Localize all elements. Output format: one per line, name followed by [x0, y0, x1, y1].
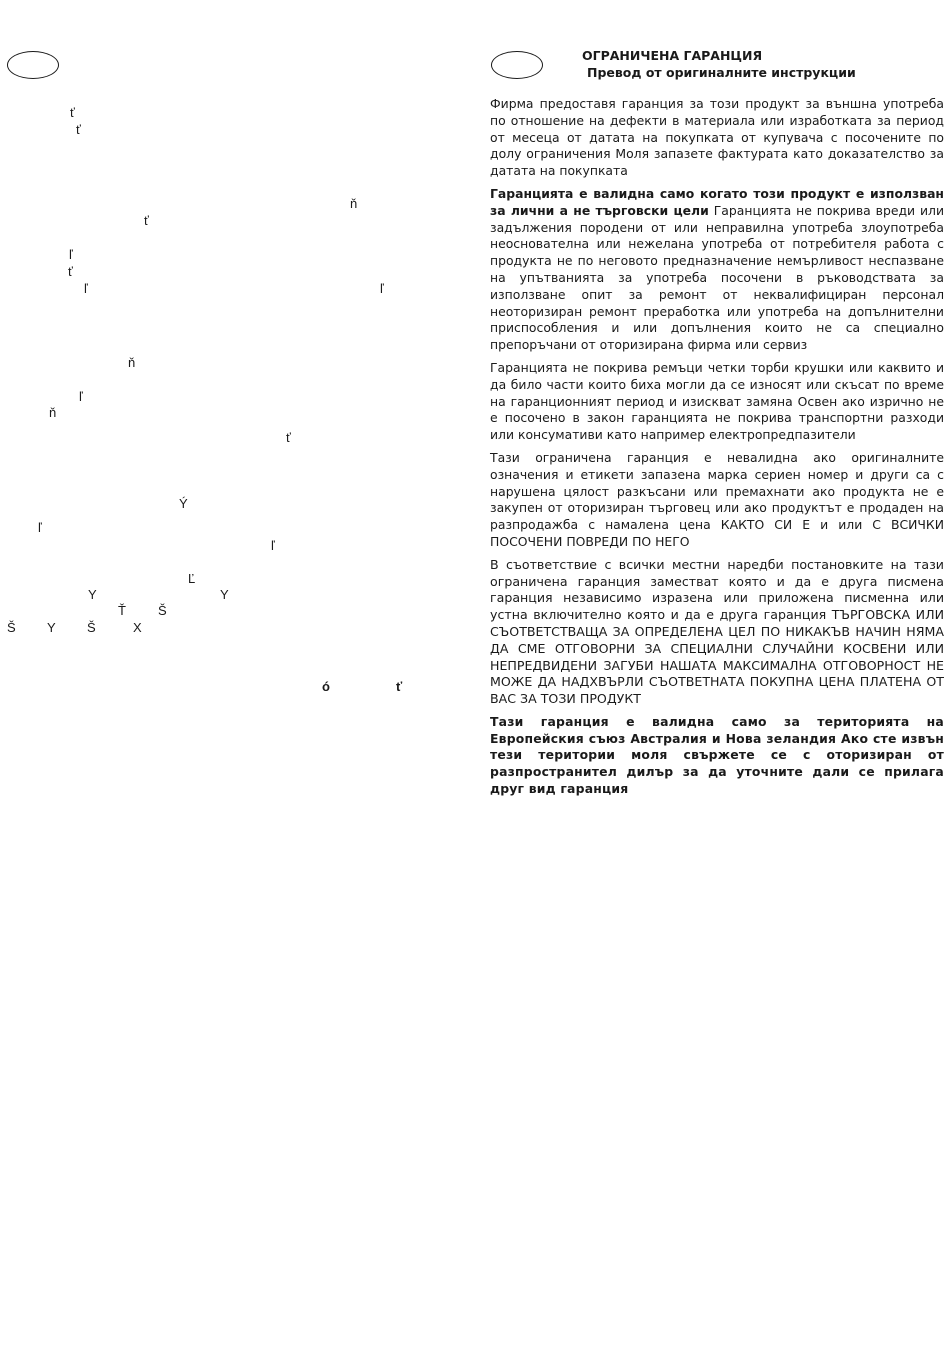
left-glyph: ť	[144, 213, 149, 228]
language-badge-left	[7, 51, 59, 79]
left-glyph: ť	[396, 679, 403, 694]
left-glyph: Š	[7, 620, 16, 635]
left-glyph: ť	[286, 430, 291, 445]
left-glyph: ľ	[38, 520, 42, 535]
page-title: ОГРАНИЧЕНА ГАРАНЦИЯ	[582, 48, 763, 63]
left-glyph: ľ	[84, 281, 88, 296]
paragraph-validity-rest: Гаранцията не покрива вреди или задължения породени от или неправилна употреба злоупотреба неоснователна или нежелана употреба от потребителя работа с продукта не по неговото предназначение немърливост неспазване на упътванията за употреба посочени в ръководствата за използване опит за ремонт от неквалифициран персонал неоторизиран ремонт преработка или употреба на допълнителни приспособления и или допълнения които не са специално препоръчани от оторизирана фирма или сервиз	[490, 202, 945, 353]
left-glyph: Y	[47, 620, 56, 635]
paragraph-validity-bold: Гаранцията е валидна само когато този продукт е използван за лични а не търговски цели	[490, 185, 944, 218]
left-glyph: Ý	[179, 496, 188, 511]
left-glyph: ľ	[79, 389, 83, 404]
left-glyph: Ľ	[188, 571, 196, 586]
left-glyph: Š	[158, 603, 167, 618]
paragraph-invalidity: Тази ограничена гаранция е невалидна ако оригиналните означения и етикети запазена марка сериен номер и други са с нарушена цялост разкъсани или премахнати ако продукта не е закупен от оторизиран търговец или ако продуктът е продаден на разпродажба с намалена цена КАКТО СИ Е и или С ВСИЧКИ ПОСОЧЕНИ ПОВРЕДИ ПО НЕГО	[490, 449, 944, 549]
left-glyph: Š	[87, 620, 96, 635]
paragraph-liability: В съответствие с всички местни наредби постановките на тази ограничена гаранция заместват която и да е друга писмена гаранция независимо изразена или приложена писменна или устна включително която и да е друга гаранция ТЪРГОВСКА ИЛИ СЪОТВЕТСТВАЩА ЗА ОПРЕДЕЛЕНА ЦЕЛ ПО НИКАКЪВ НАЧИН НЯМА ДА СМЕ ОТГОВОРНИ ЗА СПЕЦИАЛНИ СЛУЧАЙНИ КОСВЕНИ ИЛИ НЕПРЕДВИДЕНИ ЗАГУБИ НАШАТА МАКСИМАЛНА ОТГОВОРНОСТ НЕ МОЖЕ ДА НАДХВЪРЛИ СЪОТВЕТНАТА ПОКУПНА ЦЕНА ПЛАТЕНА ОТ ВАС ЗА ТОЗИ ПРОДУКТ	[490, 556, 944, 707]
left-glyph: ľ	[69, 247, 73, 262]
left-glyph: ó	[322, 679, 330, 694]
page-subtitle: Превод от оригиналните инструкции	[587, 65, 856, 80]
paragraph-exclusions: Гаранцията не покрива ремъци четки торби крушки или каквито и да било части които биха могли да се износят или скъсат по време на гаранционният период и изискват замяна Освен ако изрично не е посочено в закон гаранцията не покрива транспортни разходи или консумативи като например електропредпазители	[490, 359, 944, 443]
left-glyph: ľ	[271, 538, 275, 553]
left-glyph: ť	[76, 122, 81, 137]
language-badge-right	[491, 51, 543, 79]
left-glyph: Y	[220, 587, 229, 602]
left-glyph: ť	[70, 105, 75, 120]
left-glyph: ť	[68, 264, 73, 279]
left-glyph: ň	[350, 196, 358, 211]
paragraph-intro: Фирма предоставя гаранция за този продукт за външна употреба по отношение на дефекти в материала или изработката за период от месеца от датата на покупката от купувача с посочените по долу ограничения Моля запазете фактурата като доказателство за датата на покупката	[490, 96, 944, 179]
left-glyph: ň	[128, 355, 136, 370]
left-glyph: ň	[49, 405, 57, 420]
left-glyph: Y	[88, 587, 97, 602]
left-glyph: X	[133, 620, 142, 635]
paragraph-validity	[490, 186, 944, 354]
left-glyph: ľ	[380, 281, 384, 296]
left-glyph: Ť	[118, 603, 126, 618]
warranty-text-column	[490, 96, 944, 804]
paragraph-territory: Тази гаранция е валидна само за територията на Европейския съюз Австралия и Нова зеландия Ако сте извън тези територии моля свържете се с оторизиран от разпространител дилър за да уточните дали се прилага друг вид гаранция	[490, 713, 944, 797]
